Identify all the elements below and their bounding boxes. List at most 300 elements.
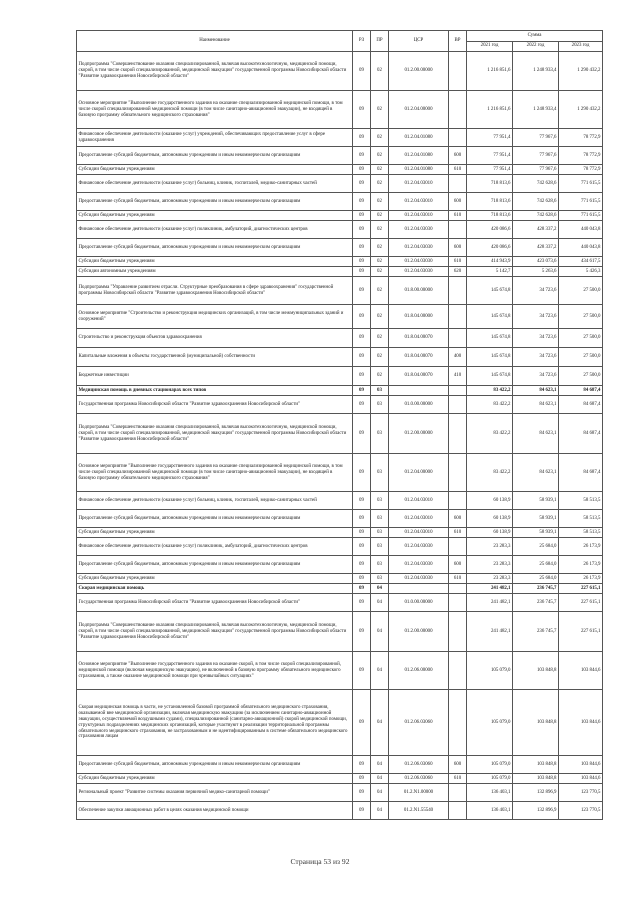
row-sum-2021-cell: 105 079,0 [467,652,513,690]
row-sum-2021-cell: 23 283,3 [467,538,513,556]
row-sum-2021-cell: 83 422,2 [467,454,513,492]
row-rz-cell: 09 [353,492,371,510]
header-year-2022: 2022 год [513,41,559,52]
row-rz-cell: 09 [353,690,371,756]
row-csr-cell: 01.2.06.03060 [389,774,449,784]
row-sum-2022-cell: 34 723,6 [513,367,559,386]
row-rz-cell: 09 [353,305,371,329]
row-pr-cell: 03 [371,510,389,528]
row-vr-cell: 600 [449,556,467,574]
row-rz-cell: 09 [353,454,371,492]
row-vr-cell: 600 [449,147,467,165]
row-sum-2022-cell: 34 723,6 [513,329,559,348]
row-pr-cell: 03 [371,556,389,574]
row-csr-cell: 01.2.04.03010 [389,492,449,510]
row-sum-2021-cell: 60 138,9 [467,510,513,528]
row-name-cell: Строительство и реконструкция объектов здравоохранения [77,329,353,348]
row-vr-cell [449,329,467,348]
table-row [77,91,603,129]
row-sum-2023-cell: 5 426,3 [559,267,603,277]
table-row [77,652,603,690]
row-sum-2022-cell: 103 848,8 [513,756,559,774]
page-number: Страница 53 из 92 [290,857,350,866]
row-sum-2022-cell: 34 723,6 [513,305,559,329]
row-pr-cell: 03 [371,574,389,584]
row-sum-2022-cell: 5 263,6 [513,267,559,277]
row-name-cell: Финансовое обеспечение деятельности (оказание услуг) учреждений, обеспечивающих предоставление услуг в сфере здравоохранения [77,129,353,147]
table-row [77,221,603,239]
row-vr-cell [449,396,467,414]
row-sum-2022-cell: 84 623,1 [513,414,559,454]
row-name-cell: Скорая медицинская помощь в части, не установленной базовой программой обязательного медицинского страхования, оказываемой вне медицинской организации, включая медицинскую эвакуацию (за исключением санитарно-авиационной эвакуации, осуществляемой воздушными судами), специализированной (санитарно-авиационной) скорой медицинской помощи, структурных подразделениях медицинских организаций, которые участвуют в реализации территориальной программы обязательного медицинского страхования, не застрахованным и не идентифицированным в системе обязательного медицинского страхования лицам [77,690,353,756]
row-pr-cell: 02 [371,129,389,147]
row-sum-2022-cell: 58 939,1 [513,510,559,528]
row-sum-2022-cell: 1 248 933,4 [513,52,559,91]
row-vr-cell: 620 [449,267,467,277]
row-pr-cell: 02 [371,221,389,239]
row-vr-cell [449,277,467,305]
row-sum-2021-cell: 83 422,2 [467,396,513,414]
row-name-cell: Финансовое обеспечение деятельности (оказание услуг) больниц, клиник, госпиталей, медико-санитарных частей [77,175,353,193]
row-pr-cell: 04 [371,756,389,774]
row-sum-2021-cell: 718 813,6 [467,211,513,221]
table-body [77,52,603,820]
row-csr-cell: 01.2.04.03010 [389,510,449,528]
row-sum-2023-cell: 103 844,6 [559,756,603,774]
row-sum-2022-cell: 34 723,6 [513,348,559,367]
row-pr-cell: 02 [371,367,389,386]
row-csr-cell: 01.0.00.00000 [389,594,449,612]
table-row [77,175,603,193]
row-pr-cell: 02 [371,165,389,175]
row-name-cell: Субсидии бюджетным учреждениям [77,165,353,175]
row-sum-2023-cell: 103 844,6 [559,774,603,784]
row-rz-cell: 09 [353,574,371,584]
table-row [77,612,603,652]
row-sum-2022-cell: 132 896,9 [513,784,559,802]
row-sum-2021-cell: 414 943,9 [467,257,513,267]
row-vr-cell [449,129,467,147]
row-sum-2023-cell: 27 500,0 [559,367,603,386]
row-rz-cell: 09 [353,211,371,221]
row-rz-cell: 09 [353,594,371,612]
row-sum-2023-cell: 1 290 432,2 [559,52,603,91]
row-pr-cell: 02 [371,193,389,211]
row-name-cell: Предоставление субсидий бюджетным, автономным учреждениям и иным некоммерческим организациям [77,556,353,574]
row-vr-cell [449,652,467,690]
row-pr-cell: 03 [371,454,389,492]
row-sum-2021-cell: 1 216 851,6 [467,52,513,91]
row-vr-cell: 600 [449,193,467,211]
row-rz-cell: 09 [353,528,371,538]
table-row [77,574,603,584]
row-sum-2023-cell: 227 615,1 [559,594,603,612]
row-name-cell: Скорая медицинская помощь [77,584,353,594]
table-row [77,129,603,147]
row-sum-2022-cell: 428 337,2 [513,221,559,239]
table-row [77,584,603,594]
row-rz-cell: 09 [353,52,371,91]
row-name-cell: Финансовое обеспечение деятельности (оказание услуг) поликлиник, амбулаторий, диагностических центров [77,221,353,239]
row-sum-2023-cell: 78 772,9 [559,165,603,175]
row-name-cell: Подпрограмма "Совершенствование оказания специализированной, включая высокотехнологичную, медицинской помощи, скорой, в том числе скорой специализированной, медицинской эвакуации" государственной программы Новосибирской области "Развитие здравоохранения Новосибирской области" [77,414,353,454]
row-rz-cell: 09 [353,175,371,193]
header-sum: Сумма [467,31,603,42]
row-name-cell: Предоставление субсидий бюджетным, автономным учреждениям и иным некоммерческим организациям [77,239,353,257]
header-csr: ЦСР [389,31,449,52]
row-rz-cell: 09 [353,129,371,147]
row-sum-2022-cell: 84 623,1 [513,454,559,492]
row-sum-2022-cell: 742 628,6 [513,211,559,221]
header-rz: РЗ [353,31,371,52]
row-pr-cell: 02 [371,91,389,129]
row-name-cell: Предоставление субсидий бюджетным, автономным учреждениям и иным некоммерческим организациям [77,756,353,774]
table-row [77,414,603,454]
table-row [77,193,603,211]
row-name-cell: Медицинская помощь в дневных стационарах всех типов [77,386,353,396]
row-sum-2023-cell: 27 500,0 [559,305,603,329]
row-rz-cell: 09 [353,239,371,257]
row-csr-cell: 01.2.04.03030 [389,538,449,556]
row-rz-cell: 09 [353,774,371,784]
row-rz-cell: 09 [353,193,371,211]
row-sum-2021-cell: 145 674,8 [467,367,513,386]
row-rz-cell: 09 [353,91,371,129]
row-rz-cell: 09 [353,784,371,802]
row-vr-cell [449,492,467,510]
row-name-cell: Бюджетные инвестиции [77,367,353,386]
row-sum-2022-cell: 428 337,2 [513,239,559,257]
row-sum-2023-cell: 227 615,1 [559,612,603,652]
row-sum-2023-cell: 434 617,5 [559,257,603,267]
row-rz-cell: 09 [353,584,371,594]
row-sum-2023-cell: 1 290 432,2 [559,91,603,129]
header-year-2023: 2023 год [559,41,603,52]
row-sum-2021-cell: 145 674,8 [467,348,513,367]
row-sum-2021-cell: 77 951,4 [467,147,513,165]
header-name: Наименование [77,31,353,52]
row-sum-2021-cell: 420 086,6 [467,221,513,239]
row-csr-cell: 01.2.04.03030 [389,556,449,574]
row-csr-cell: 01.2.04.03010 [389,193,449,211]
row-rz-cell: 09 [353,267,371,277]
row-csr-cell: 01.2.04.03030 [389,267,449,277]
table-row [77,528,603,538]
row-sum-2022-cell: 77 967,6 [513,165,559,175]
row-sum-2023-cell: 84 687,4 [559,414,603,454]
row-name-cell: Субсидии автономным учреждениям [77,267,353,277]
row-rz-cell: 09 [353,756,371,774]
row-sum-2021-cell: 718 813,6 [467,193,513,211]
row-sum-2021-cell: 60 138,9 [467,492,513,510]
row-sum-2023-cell: 84 687,4 [559,454,603,492]
row-sum-2022-cell: 1 248 933,4 [513,91,559,129]
row-pr-cell: 04 [371,612,389,652]
row-pr-cell: 02 [371,239,389,257]
header-year-2021: 2021 год [467,41,513,52]
row-vr-cell [449,584,467,594]
row-name-cell: Обеспечение закупки авиационных работ в целях оказания медицинской помощи [77,802,353,820]
row-sum-2023-cell: 103 844,6 [559,652,603,690]
row-rz-cell: 09 [353,386,371,396]
row-csr-cell: 01.8.04.00070 [389,367,449,386]
row-csr-cell: 01.2.06.03060 [389,690,449,756]
row-name-cell: Предоставление субсидий бюджетным, автономным учреждениям и иным некоммерческим организациям [77,193,353,211]
row-pr-cell: 02 [371,257,389,267]
row-sum-2023-cell: 26 173,9 [559,556,603,574]
row-sum-2021-cell: 105 079,0 [467,756,513,774]
row-csr-cell: 01.2.04.03010 [389,528,449,538]
row-csr-cell: 01.2.04.03030 [389,239,449,257]
row-name-cell: Субсидии бюджетным учреждениям [77,528,353,538]
row-sum-2023-cell: 26 173,9 [559,574,603,584]
row-csr-cell: 01.2.04.03030 [389,221,449,239]
table-row [77,367,603,386]
row-rz-cell: 09 [353,367,371,386]
row-sum-2023-cell: 84 687,4 [559,396,603,414]
row-name-cell: Государственная программа Новосибирской области "Развитие здравоохранения Новосибирской области" [77,396,353,414]
row-sum-2022-cell: 423 073,6 [513,257,559,267]
row-rz-cell: 09 [353,414,371,454]
row-vr-cell [449,414,467,454]
row-rz-cell: 09 [353,329,371,348]
row-rz-cell: 09 [353,257,371,267]
table-row [77,52,603,91]
row-vr-cell: 610 [449,165,467,175]
row-name-cell: Предоставление субсидий бюджетным, автономным учреждениям и иным некоммерческим организациям [77,147,353,165]
row-csr-cell: 01.0.00.00000 [389,396,449,414]
row-rz-cell: 09 [353,277,371,305]
row-sum-2023-cell: 103 844,6 [559,690,603,756]
row-sum-2023-cell: 78 772,9 [559,147,603,165]
row-sum-2022-cell: 58 939,1 [513,492,559,510]
row-sum-2021-cell: 145 674,8 [467,329,513,348]
row-vr-cell: 410 [449,367,467,386]
row-sum-2023-cell: 78 772,9 [559,129,603,147]
row-sum-2022-cell: 103 848,8 [513,774,559,784]
row-csr-cell: 01.2.00.00000 [389,52,449,91]
row-sum-2021-cell: 145 674,8 [467,277,513,305]
row-sum-2023-cell: 26 173,9 [559,538,603,556]
budget-table-sheet [76,30,602,820]
row-name-cell: Субсидии бюджетным учреждениям [77,774,353,784]
row-csr-cell: 01.2.N1.00000 [389,784,449,802]
row-pr-cell: 02 [371,175,389,193]
row-vr-cell: 610 [449,574,467,584]
table-row [77,802,603,820]
row-sum-2022-cell: 84 623,1 [513,396,559,414]
row-name-cell: Государственная программа Новосибирской области "Развитие здравоохранения Новосибирской области" [77,594,353,612]
row-vr-cell [449,784,467,802]
row-name-cell: Финансовое обеспечение деятельности (оказание услуг) больниц, клиник, госпиталей, медико-санитарных частей [77,492,353,510]
row-name-cell: Основное мероприятие "Выполнение государственного задания на оказание специализированной медицинской помощи, в том числе скорой специализированной медицинской помощи (в том числе санитарно-авиационной эвакуации), не входящей в базовую программу обязательного медицинского страхования" [77,454,353,492]
row-name-cell: Субсидии бюджетным учреждениям [77,257,353,267]
row-sum-2021-cell: 77 951,4 [467,129,513,147]
table-row [77,690,603,756]
table-row [77,257,603,267]
row-rz-cell: 09 [353,556,371,574]
row-rz-cell: 09 [353,612,371,652]
row-sum-2022-cell: 25 684,0 [513,538,559,556]
row-name-cell: Основное мероприятие "Выполнение государственного задания на оказание скорой, в том числе скорой специализированной, медицинской помощи (включая медицинскую эвакуацию), не включенной в базовую программу обязательного медицинского страхования, а также оказание медицинской помощи при чрезвычайных ситуациях" [77,652,353,690]
row-sum-2022-cell: 58 939,1 [513,528,559,538]
row-pr-cell: 02 [371,348,389,367]
row-sum-2021-cell: 241 482,1 [467,612,513,652]
row-csr-cell: 01.2.00.00000 [389,414,449,454]
table-row [77,396,603,414]
row-sum-2023-cell: 27 500,0 [559,348,603,367]
table-row [77,386,603,396]
row-sum-2022-cell: 132 896,9 [513,802,559,820]
row-name-cell: Предоставление субсидий бюджетным, автономным учреждениям и иным некоммерческим организациям [77,510,353,528]
row-sum-2023-cell: 27 500,0 [559,277,603,305]
row-vr-cell: 610 [449,211,467,221]
row-pr-cell: 02 [371,147,389,165]
row-rz-cell: 09 [353,396,371,414]
row-csr-cell: 01.2.04.01080 [389,129,449,147]
row-csr-cell: 01.8.00.00000 [389,277,449,305]
row-name-cell: Подпрограмма "Совершенствование оказания специализированной, включая высокотехнологичную, медицинской помощи, скорой, в том числе скорой специализированной, медицинской эвакуации" государственной программы Новосибирской области "Развитие здравоохранения Новосибирской области" [77,612,353,652]
row-sum-2023-cell: 771 615,5 [559,211,603,221]
table-row [77,348,603,367]
row-csr-cell: 01.2.04.01080 [389,147,449,165]
row-pr-cell: 02 [371,305,389,329]
table-row [77,538,603,556]
row-pr-cell: 04 [371,784,389,802]
row-vr-cell [449,386,467,396]
row-name-cell: Субсидии бюджетным учреждениям [77,574,353,584]
row-csr-cell: 01.2.06.03060 [389,756,449,774]
table-row [77,277,603,305]
row-vr-cell [449,594,467,612]
row-sum-2021-cell: 83 422,2 [467,386,513,396]
row-pr-cell: 03 [371,492,389,510]
row-sum-2022-cell: 25 684,0 [513,556,559,574]
row-vr-cell: 610 [449,528,467,538]
row-sum-2022-cell: 77 967,6 [513,129,559,147]
row-sum-2021-cell: 241 482,1 [467,594,513,612]
row-pr-cell: 04 [371,690,389,756]
row-csr-cell: 01.2.04.00000 [389,91,449,129]
row-csr-cell: 01.2.04.03010 [389,175,449,193]
row-pr-cell: 04 [371,584,389,594]
row-vr-cell: 610 [449,774,467,784]
row-vr-cell [449,175,467,193]
table-row [77,756,603,774]
row-sum-2021-cell: 105 079,0 [467,774,513,784]
row-vr-cell [449,52,467,91]
row-sum-2021-cell: 105 079,0 [467,690,513,756]
table-header [77,31,603,52]
row-sum-2022-cell: 84 623,1 [513,386,559,396]
row-rz-cell: 09 [353,221,371,239]
row-rz-cell: 09 [353,538,371,556]
row-vr-cell [449,305,467,329]
row-sum-2023-cell: 58 513,5 [559,528,603,538]
row-sum-2023-cell: 27 500,0 [559,329,603,348]
table-row [77,594,603,612]
row-sum-2023-cell: 84 687,4 [559,386,603,396]
row-sum-2023-cell: 123 770,5 [559,802,603,820]
row-pr-cell: 03 [371,386,389,396]
row-csr-cell: 01.2.00.00000 [389,612,449,652]
row-name-cell: Основное мероприятие "Выполнение государственного задания на оказание специализированной медицинской помощи, в том числе скорой специализированной медицинской помощи (в том числе санитарно-авиационной эвакуации), не входящей в базовую программу обязательного медицинского страхования" [77,91,353,129]
row-sum-2022-cell: 742 628,6 [513,193,559,211]
row-csr-cell [389,386,449,396]
row-name-cell: Региональный проект "Развитие системы оказания первичной медико-санитарной помощи" [77,784,353,802]
row-sum-2023-cell: 771 615,5 [559,193,603,211]
row-csr-cell: 01.2.04.00000 [389,454,449,492]
table-row [77,211,603,221]
row-pr-cell: 03 [371,414,389,454]
row-name-cell: Подпрограмма "Совершенствование оказания специализированной, включая высокотехнологичную, медицинской помощи, скорой, в том числе скорой специализированной, медицинской эвакуации" государственной программы Новосибирской области "Развитие здравоохранения Новосибирской области" [77,52,353,91]
row-sum-2021-cell: 60 138,9 [467,528,513,538]
row-sum-2023-cell: 440 043,8 [559,221,603,239]
row-sum-2023-cell: 227 615,1 [559,584,603,594]
row-csr-cell: 01.2.04.03010 [389,211,449,221]
row-sum-2023-cell: 123 770,5 [559,784,603,802]
row-pr-cell: 04 [371,652,389,690]
row-rz-cell: 09 [353,348,371,367]
table-row [77,147,603,165]
row-sum-2021-cell: 77 951,4 [467,165,513,175]
row-csr-cell: 01.2.04.03030 [389,574,449,584]
row-sum-2021-cell: 241 482,1 [467,584,513,594]
row-pr-cell: 02 [371,267,389,277]
row-csr-cell: 01.2.N1.55540 [389,802,449,820]
row-name-cell: Основное мероприятие "Строительство и реконструкция медицинских организаций, в том числе межмуниципальных зданий и сооружений" [77,305,353,329]
row-sum-2022-cell: 103 848,8 [513,652,559,690]
row-name-cell: Субсидии бюджетным учреждениям [77,211,353,221]
row-sum-2022-cell: 34 723,6 [513,277,559,305]
header-vr: ВР [449,31,467,52]
row-sum-2021-cell: 136 403,1 [467,784,513,802]
row-csr-cell: 01.8.04.00070 [389,348,449,367]
row-name-cell: Финансовое обеспечение деятельности (оказание услуг) поликлиник, амбулаторий, диагностических центров [77,538,353,556]
row-vr-cell [449,538,467,556]
row-csr-cell: 01.2.04.01080 [389,165,449,175]
row-csr-cell: 01.8.04.00070 [389,329,449,348]
row-vr-cell [449,612,467,652]
row-sum-2021-cell: 1 216 851,6 [467,91,513,129]
row-vr-cell [449,91,467,129]
row-pr-cell: 04 [371,774,389,784]
row-sum-2022-cell: 103 848,8 [513,690,559,756]
table-row [77,329,603,348]
table-row [77,165,603,175]
row-sum-2023-cell: 771 615,5 [559,175,603,193]
table-row [77,510,603,528]
table-row [77,305,603,329]
row-pr-cell: 02 [371,52,389,91]
row-sum-2023-cell: 440 043,8 [559,239,603,257]
row-vr-cell: 600 [449,756,467,774]
budget-table [76,30,603,820]
row-vr-cell [449,454,467,492]
row-vr-cell [449,221,467,239]
row-sum-2023-cell: 58 513,5 [559,510,603,528]
row-rz-cell: 09 [353,652,371,690]
row-sum-2021-cell: 23 283,3 [467,574,513,584]
row-sum-2021-cell: 136 403,1 [467,802,513,820]
row-csr-cell [389,584,449,594]
row-pr-cell: 02 [371,329,389,348]
row-pr-cell: 04 [371,802,389,820]
row-pr-cell: 04 [371,594,389,612]
header-pr: ПР [371,31,389,52]
row-vr-cell [449,690,467,756]
row-sum-2022-cell: 236 745,7 [513,594,559,612]
